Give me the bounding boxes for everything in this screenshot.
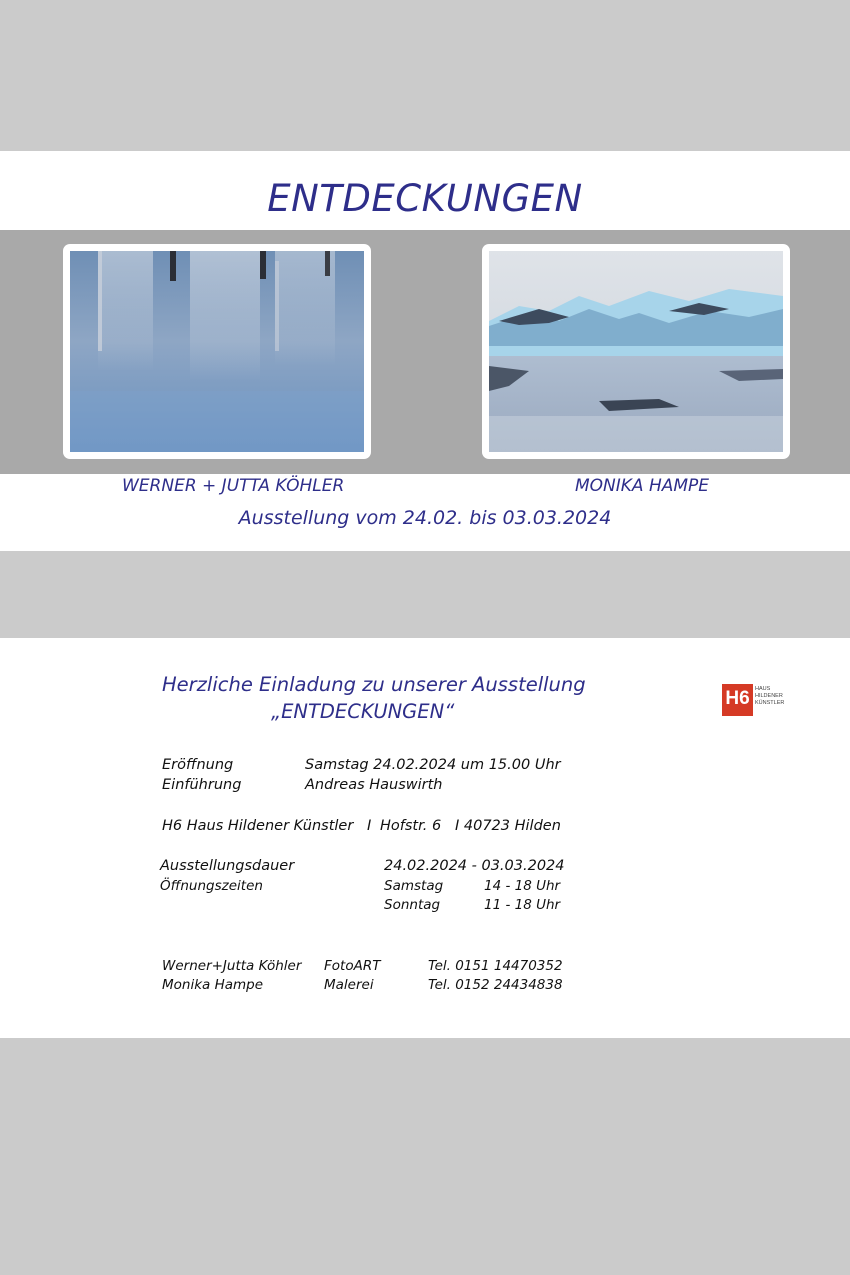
duration-label: Ausstellungsdauer: [160, 858, 295, 874]
venue-street: Hofstr. 6: [380, 818, 442, 834]
middle-grey-band: [0, 551, 850, 638]
contact-phone: Tel. 0152 24434838: [428, 977, 563, 993]
invitation-line-2: „ENTDECKUNGEN“: [271, 700, 455, 723]
logo-mark: H6: [722, 684, 753, 716]
contact-name: Werner+Jutta Köhler: [162, 958, 302, 974]
top-grey-band: [0, 0, 850, 151]
photo-frame-right: [482, 244, 790, 459]
venue-city: I 40723 Hilden: [455, 818, 561, 834]
logo-text-line-2: HILDENER: [755, 693, 783, 699]
opening-label: Eröffnung: [162, 757, 234, 773]
photo-frame-left: [63, 244, 371, 459]
saturday-hours: 14 - 18 Uhr: [484, 878, 561, 894]
intro-label: Einführung: [162, 777, 242, 793]
exhibition-dates: Ausstellung vom 24.02. bis 03.03.2024: [238, 507, 612, 529]
contact-phone: Tel. 0151 14470352: [428, 958, 563, 974]
invitation-line-1: Herzliche Einladung zu unserer Ausstellung: [162, 673, 586, 696]
painting-image: [489, 251, 783, 452]
hours-label: Öffnungszeiten: [160, 878, 263, 894]
venue-separator: I: [367, 818, 372, 834]
duration-value: 24.02.2024 - 03.03.2024: [384, 858, 565, 874]
sunday-hours: 11 - 18 Uhr: [484, 897, 561, 913]
saturday-label: Samstag: [384, 878, 444, 894]
logo-text: [755, 686, 784, 707]
contact-name: Monika Hampe: [162, 977, 264, 993]
bottom-grey-band: [0, 1038, 850, 1275]
h6-logo: [722, 684, 785, 716]
venue-name: H6 Haus Hildener Künstler: [162, 818, 354, 834]
reflection-photo-svg: [70, 251, 364, 452]
intro-value: Andreas Hauswirth: [305, 777, 443, 793]
artist-name-right: MONIKA HAMPE: [575, 476, 710, 496]
photo-reflection-image: [70, 251, 364, 452]
sunday-label: Sonntag: [384, 897, 441, 913]
artist-name-left: WERNER + JUTTA KÖHLER: [122, 476, 345, 496]
opening-value: Samstag 24.02.2024 um 15.00 Uhr: [305, 757, 561, 773]
logo-text-line-1: HAUS: [755, 686, 771, 692]
contact-type: FotoART: [324, 958, 381, 974]
landscape-painting-svg: [489, 251, 783, 452]
contact-type: Malerei: [324, 977, 374, 993]
logo-text-line-3: KÜNSTLER: [755, 700, 785, 706]
exhibition-title: ENTDECKUNGEN: [267, 177, 583, 220]
